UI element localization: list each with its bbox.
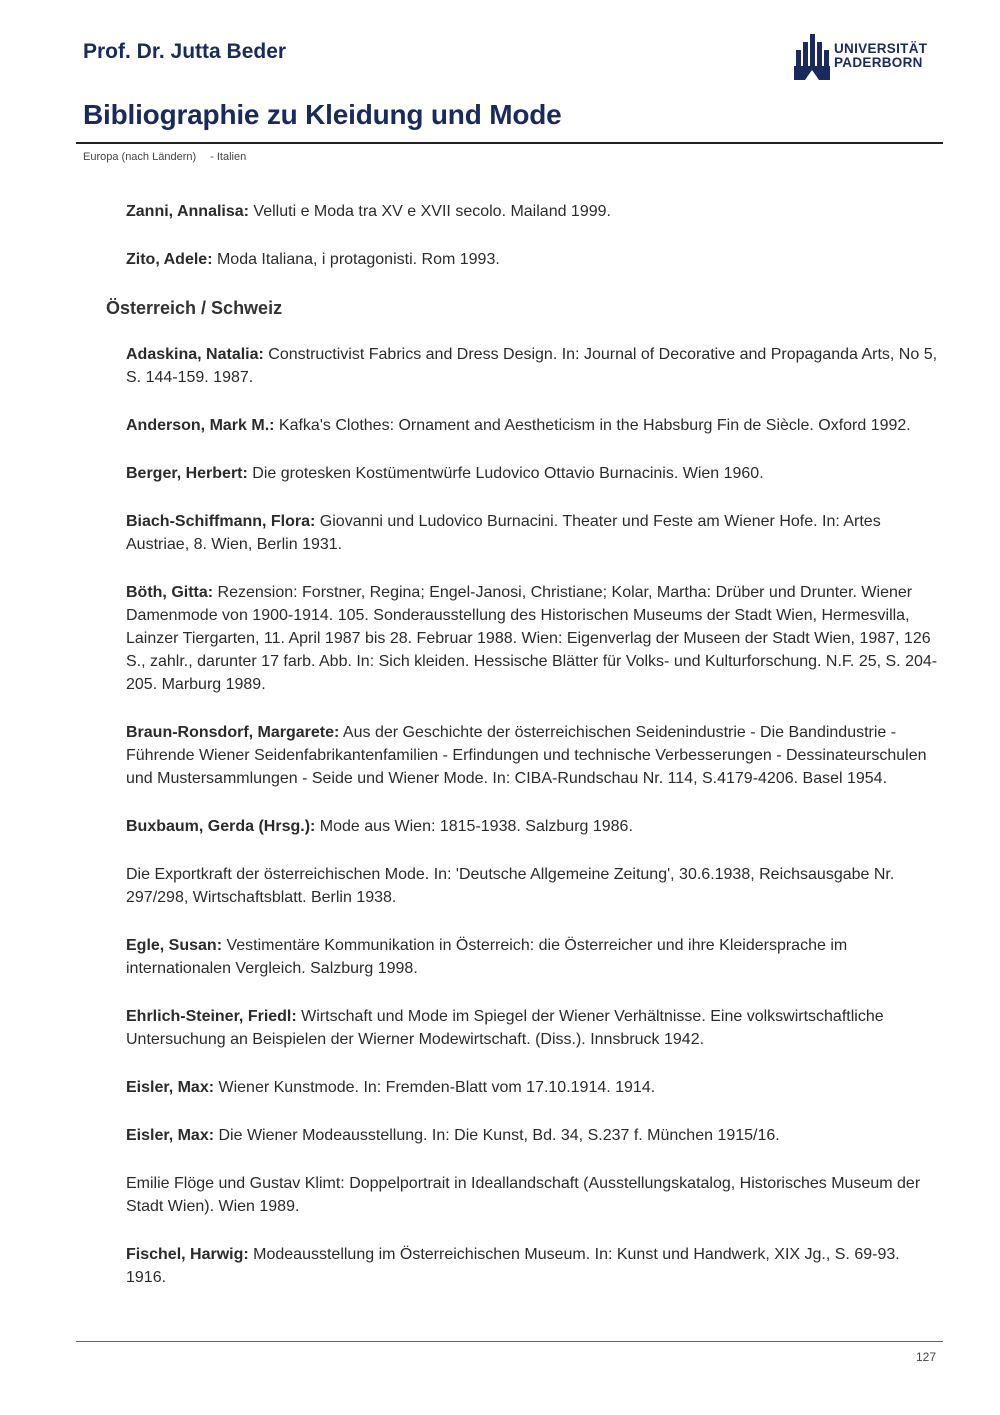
bibliography-entry (126, 1243, 938, 1289)
bibliography-entry (126, 248, 938, 271)
bibliography-entry (126, 510, 938, 556)
entry-author: Eisler, Max: (126, 1127, 215, 1144)
entry-author: Fischel, Harwig: (126, 1246, 249, 1263)
entry-author: Zito, Adele: (126, 251, 213, 268)
bibliography-entry (126, 863, 938, 909)
bibliography-entry (126, 414, 938, 437)
author-name: Prof. Dr. Jutta Beder (83, 40, 287, 63)
entry-text: Emilie Flöge und Gustav Klimt: Doppelportrait in Ideallandschaft (Ausstellungskatalog, Historisches Museum der Stadt Wien). Wien 1989. (126, 1175, 921, 1215)
bibliography-entry (126, 1005, 938, 1051)
entry-text: Kafka's Clothes: Ornament and Aestheticism in the Habsburg Fin de Siècle. Oxford 1992. (274, 417, 911, 434)
entry-author: Biach-Schiffmann, Flora: (126, 513, 316, 530)
bibliography-list (106, 200, 938, 1314)
entry-text: Die Wiener Modeausstellung. In: Die Kunst, Bd. 34, S.237 f. München 1915/16. (214, 1127, 780, 1144)
entry-author: Berger, Herbert: (126, 465, 248, 482)
entry-author: Adaskina, Natalia: (126, 346, 264, 363)
university-paderborn-logo-icon (794, 32, 830, 80)
entry-author: Ehrlich-Steiner, Friedl: (126, 1008, 297, 1025)
entry-text: Die grotesken Kostümentwürfe Ludovico Ottavio Burnacinis. Wien 1960. (247, 465, 764, 482)
breadcrumb (83, 151, 246, 163)
entry-text: Wiener Kunstmode. In: Fremden-Blatt vom 17.10.1914. 1914. (214, 1079, 656, 1096)
header-divider (76, 142, 943, 144)
entry-author: Egle, Susan: (126, 937, 223, 954)
bibliography-entry (126, 721, 938, 790)
page-number: 127 (915, 1350, 936, 1364)
breadcrumb-country: - Italien (210, 151, 247, 163)
entry-author: Buxbaum, Gerda (Hrsg.): (126, 818, 316, 835)
entry-text: Moda Italiana, i protagonisti. Rom 1993. (212, 251, 500, 268)
breadcrumb-region: Europa (nach Ländern) (83, 151, 197, 163)
entry-text: Die Exportkraft der österreichischen Mode. In: 'Deutsche Allgemeine Zeitung', 30.6.1938, Reichsausgabe Nr. 297/298, Wirtschaftsblatt. Berlin 1938. (126, 866, 895, 906)
bibliography-entry (126, 343, 938, 389)
bibliography-entry (126, 581, 938, 696)
bibliography-entry (126, 815, 938, 838)
bibliography-entry (126, 462, 938, 485)
bibliography-entry (126, 934, 938, 980)
entry-text: Velluti e Moda tra XV e XVII secolo. Mailand 1999. (248, 203, 611, 220)
document-title: Bibliographie zu Kleidung und Mode (83, 99, 562, 130)
bibliography-entry (126, 1076, 938, 1099)
section-heading: Österreich / Schweiz (106, 298, 283, 318)
entry-author: Böth, Gitta: (126, 584, 214, 601)
entry-author: Zanni, Annalisa: (126, 203, 249, 220)
entry-text: Wirtschaft und Mode im Spiegel der Wiener Verhältnisse. Eine volkswirtschaftliche Untersuchung an Beispielen der Wierner Modewirtschaft. (Diss.). Innsbruck 1942. (126, 1008, 884, 1048)
entry-text: Aus der Geschichte der österreichischen Seidenindustrie - Die Bandindustrie - Führende Wiener Seidenfabrikantenfamilien - Erfindungen und technische Verbesserungen - Dessinateurschulen und Mustersammlungen - Seide und Wiener Mode. In: CIBA-Rundschau Nr. 114, S.4179-4206. Basel 1954. (126, 724, 927, 787)
entry-text: Vestimentäre Kommunikation in Österreich: die Österreicher und ihre Kleidersprache im internationalen Vergleich. Salzburg 1998. (126, 937, 848, 977)
university-logo (794, 32, 927, 80)
entry-author: Eisler, Max: (126, 1079, 215, 1096)
logo-text (834, 42, 927, 70)
entry-text: Mode aus Wien: 1815-1938. Salzburg 1986. (315, 818, 633, 835)
bibliography-entry (126, 1124, 938, 1147)
entry-author: Braun-Ronsdorf, Margarete: (126, 724, 340, 741)
bibliography-entry (126, 200, 938, 223)
entry-text: Rezension: Forstner, Regina; Engel-Janosi, Christiane; Kolar, Martha: Drüber und Drunter. Wiener Damenmode von 1900-1914. 105. Sonderausstellung des Historischen Museums der Stadt Wien, Hermesvilla, Lainzer Tiergarten, 11. April 1987 bis 28. Februar 1988. Wien: Eigenverlag der Museen der Stadt Wien, 1987, 126 S., zahlr., darunter 17 farb. Abb. In: Sich kleiden. Hessische Blätter für Volks- und Kulturforschung. N.F. 25, S. 204-205. Marburg 1989. (126, 584, 938, 693)
logo-line-1: UNIVERSITÄT (834, 41, 928, 56)
entry-text: Constructivist Fabrics and Dress Design. In: Journal of Decorative and Propaganda Arts, No 5, S. 144-159. 1987. (126, 346, 938, 386)
entry-text: Giovanni und Ludovico Burnacini. Theater und Feste am Wiener Hofe. In: Artes Austriae, 8. Wien, Berlin 1931. (126, 513, 881, 553)
entry-author: Anderson, Mark M.: (126, 417, 275, 434)
logo-line-2: PADERBORN (834, 55, 923, 70)
bibliography-entry (126, 1172, 938, 1218)
footer-divider (76, 1341, 943, 1342)
entry-text: Modeausstellung im Österreichischen Museum. In: Kunst und Handwerk, XIX Jg., S. 69-93. 1916. (126, 1246, 900, 1286)
